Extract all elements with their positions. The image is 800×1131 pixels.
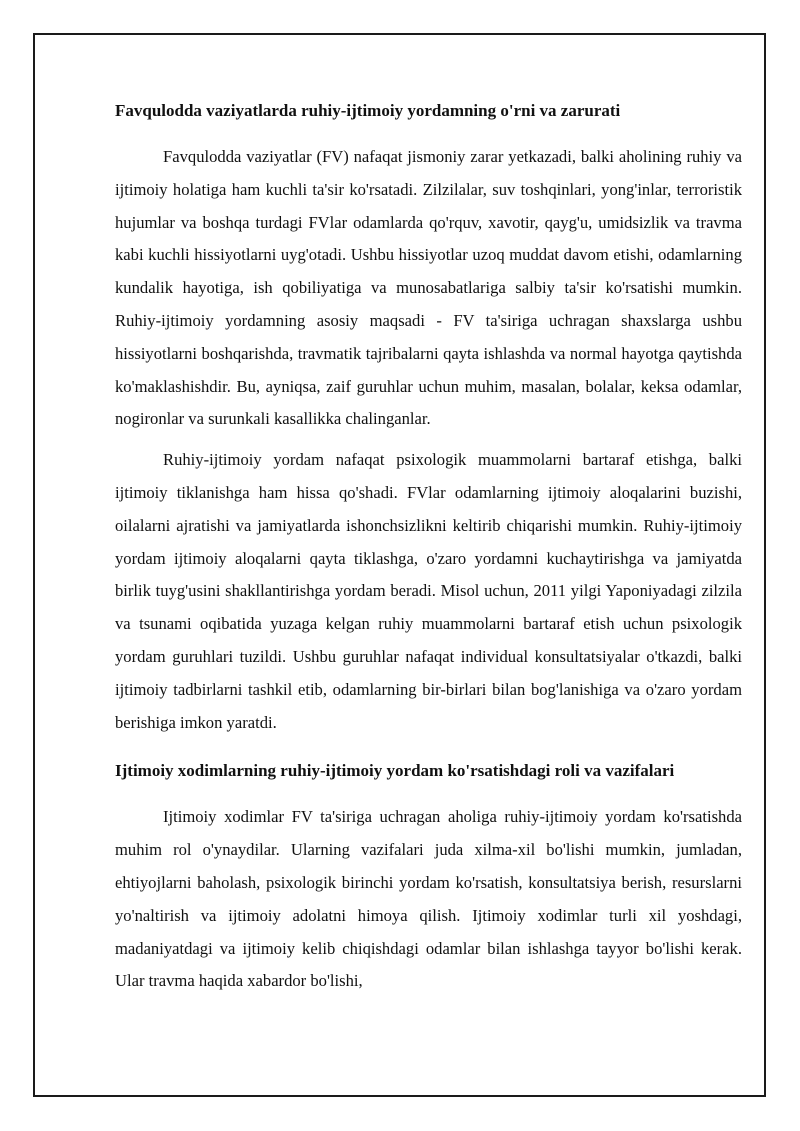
section-heading: Favqulodda vaziyatlarda ruhiy-ijtimoiy yordamning o'rni va zarurati [115,101,621,120]
paragraph: Favqulodda vaziyatlar (FV) nafaqat jismoniy zarar yetkazadi, balki aholining ruhiy va ijtimoiy holatiga ham kuchli ta'sir ko'rsatadi. Zilzilalar, suv toshqinlari, yong'inlar, terroristik hujumlar va boshqa turdagi FVlar odamlarda qo'rquv, xavotir, qayg'u, umidsizlik va travma kabi kuchli hissiyotlarni uyg'otadi. Ushbu hissiyotlar uzoq muddat davom etishi, odamlarning kundalik hayotiga, ish qobiliyatiga va munosabatlariga salbiy ta'sir ko'rsatishi mumkin. Ruhiy-ijtimoiy yordamning asosiy maqsadi - FV ta'siriga uchragan shaxslarga ushbu hissiyotlarni boshqarishda, travmatik tajribalarni qayta ishlashda va normal hayotga qaytishda ko'maklashishdir. Bu, ayniqsa, zaif guruhlar uchun muhim, masalan, bolalar, keksa odamlar, nogironlar va surunkali kasallikka chalinganlar. [115,147,742,429]
paragraph: Ijtimoiy xodimlar FV ta'siriga uchragan aholiga ruhiy-ijtimoiy yordam ko'rsatishda muhim rol o'ynaydilar. Ularning vazifalari juda xilma-xil bo'lishi mumkin, jumladan, ehtiyojlarni baholash, psixologik birinchi yordam ko'rsatish, konsultatsiya berish, resurslarni yo'naltirish va ijtimoiy adolatni himoya qilish. Ijtimoiy xodimlar turli xil yoshdagi, madaniyatdagi va ijtimoiy kelib chiqishdagi odamlar bilan ishlashga tayyor bo'lishi kerak. Ular travma haqida xabardor bo'lishi, [115,807,742,991]
section-heading: Ijtimoiy xodimlarning ruhiy-ijtimoiy yordam ko'rsatishdagi roli va vazifalari [115,761,675,781]
paragraph: Ruhiy-ijtimoiy yordam nafaqat psixologik muammolarni bartaraf etishga, balki ijtimoiy tiklanishga ham hissa qo'shadi. FVlar odamlarning ijtimoiy aloqalarini buzishi, oilalarni ajratishi va jamiyatlarda ishonchsizlikni keltirib chiqarishi mumkin. Ruhiy-ijtimoiy yordam ijtimoiy aloqalarni qayta tiklashga, o'zaro yordamni kuchaytirishga va jamiyatda birlik tuyg'usini shakllantirishga yordam beradi. Misol uchun, 2011 yilgi Yaponiyadagi zilzila va tsunami oqibatida yuzaga kelgan ruhiy muammolarni bartaraf etish uchun psixologik yordam guruhlari tuzildi. Ushbu guruhlar nafaqat individual konsultatsiyalar o'tkazdi, balki ijtimoiy tadbirlarni tashkil etib, odamlarning bir-birlari bilan bog'lanishiga va o'zaro yordam berishiga imkon yaratdi. [115,450,742,732]
document-body [115,95,742,1006]
